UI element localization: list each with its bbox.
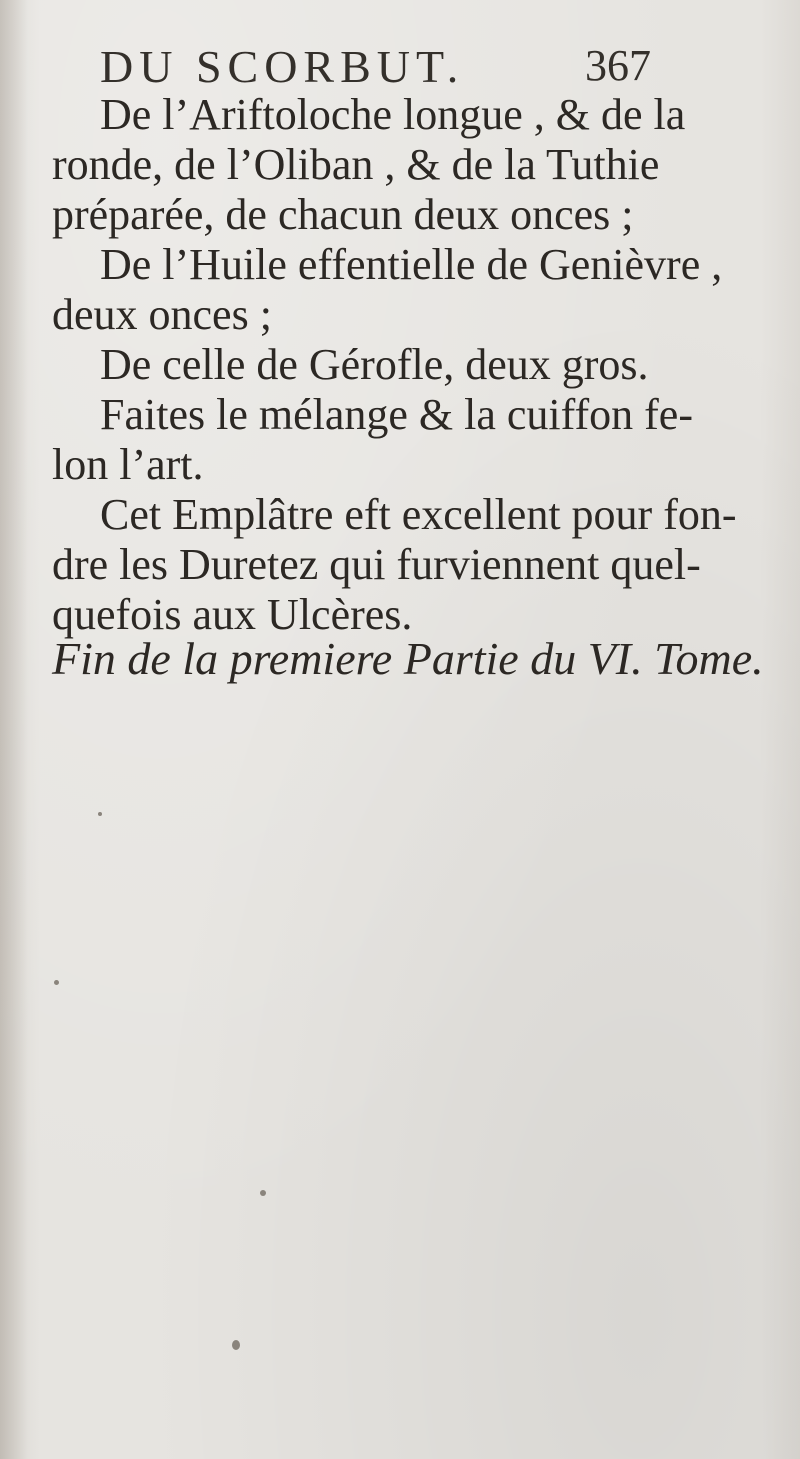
body-line: ronde, de l’Oliban , & de la Tuthie (52, 140, 660, 189)
body-line: De l’Huile effentielle de Genièvre , (100, 240, 723, 289)
body-line: Cet Emplâtre eft excellent pour fon- (100, 490, 737, 539)
body-line: deux onces ; (52, 290, 272, 339)
body-line: De l’Ariftoloche longue , & de la (100, 90, 686, 139)
colophon: Fin de la premiere Partie du VI. Tome. (52, 633, 764, 684)
running-head (0, 40, 800, 90)
paper-speck (98, 812, 102, 816)
body-line: dre les Duretez qui furviennent quel- (52, 540, 701, 589)
running-title: DU SCORBUT. (100, 41, 465, 92)
page-number: 367 (585, 41, 651, 90)
body-line: lon l’art. (52, 440, 204, 489)
paper-speck (54, 980, 59, 985)
body-line: De celle de Gérofle, deux gros. (100, 340, 649, 389)
body-line: quefois aux Ulcères. (52, 590, 413, 639)
body-line: Faites le mélange & la cuiffon fe- (100, 390, 693, 439)
body-line: préparée, de chacun deux onces ; (52, 190, 634, 239)
paper-speck (232, 1340, 240, 1350)
page-edge-shadow (0, 0, 28, 1459)
paper-speck (260, 1190, 266, 1196)
